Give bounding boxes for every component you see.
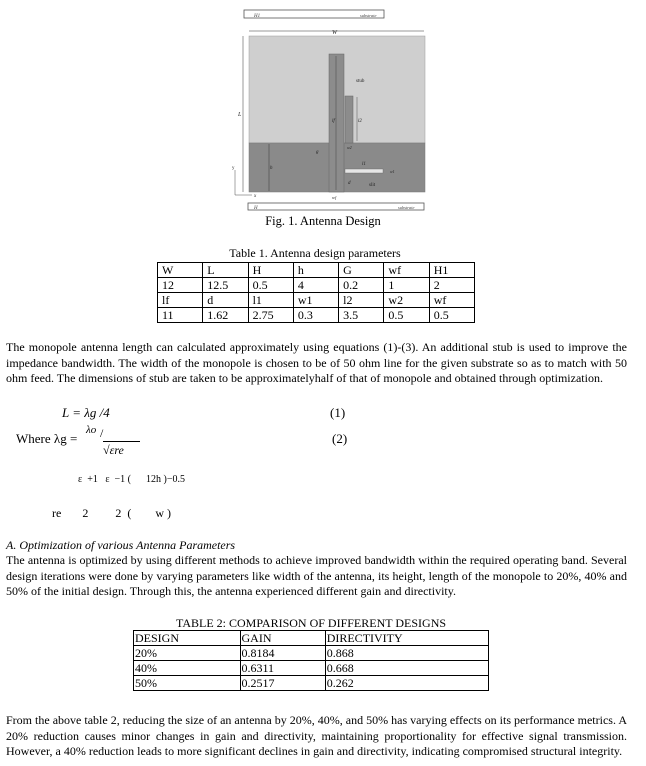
- substrate-label-top: substrate: [360, 13, 377, 18]
- table2-caption: TABLE 2: COMPARISON OF DIFFERENT DESIGNS: [175, 616, 447, 630]
- table-cell: l2: [339, 293, 384, 308]
- fraction-bar: [103, 441, 140, 442]
- table-cell: h: [293, 263, 338, 278]
- h1-label: H1: [254, 14, 261, 19]
- table-header-row: [134, 631, 489, 646]
- table-header-cell: DIRECTIVITY: [325, 631, 488, 646]
- body-paragraph-2: The antenna is optimized by using different methods to achieve improved bandwidth within the required operating band. Several design iterations were done by varying parameters like width of the antenna, its height, length of the monopole to 20%, 40% and 50% of the initial design. Through this, the antenna experienced different gain and directivity.: [6, 553, 627, 598]
- equation-1: L = λg /4: [62, 405, 110, 420]
- table-cell: 0.3: [293, 308, 338, 323]
- antenna-parameters-table: [157, 262, 475, 323]
- table-cell: 0.5: [248, 278, 293, 293]
- equation-2-prefix: Where λg =: [16, 431, 78, 446]
- w2-label: w2: [347, 145, 352, 150]
- antenna-diagram: [232, 4, 430, 214]
- table-row: [158, 293, 475, 308]
- table-header-cell: GAIN: [240, 631, 325, 646]
- table-cell: 2.75: [248, 308, 293, 323]
- table-row: [158, 308, 475, 323]
- table-cell: 1: [384, 278, 429, 293]
- w-label: W: [332, 30, 337, 36]
- section-a-heading: A. Optimization of various Antenna Parameters: [6, 538, 236, 552]
- table-cell: 0.668: [325, 661, 488, 676]
- stub-label: stub: [356, 79, 365, 84]
- w1-label: w1: [390, 169, 395, 174]
- table-cell: 20%: [134, 646, 241, 661]
- equation-2-denominator: √εre: [103, 443, 124, 457]
- equation-1-number: (1): [330, 405, 346, 420]
- table-cell: W: [158, 263, 203, 278]
- table-cell: H: [248, 263, 293, 278]
- equation-2-numerator: λo: [86, 424, 97, 436]
- wf-label: wf: [332, 195, 337, 200]
- antenna-design-figure: [232, 4, 430, 214]
- table1-caption: Table 1. Antenna design parameters: [229, 246, 401, 260]
- table-row: [134, 676, 489, 691]
- l-label: L: [238, 112, 242, 118]
- table-cell: 0.2: [339, 278, 384, 293]
- body-paragraph-3: From the above table 2, reducing the size of an antenna by 20%, 40%, and 50% has varying effects on its performance metrics. A 20% reduction causes minor changes in gain and directivity, maintaining proportionality for effective signal transmission. However, a 40% reduction leads to more significant declines in gain and directivity, indicating compromised structural integrity.: [6, 713, 627, 758]
- table-cell: 12: [158, 278, 203, 293]
- table-cell: 0.6311: [240, 661, 325, 676]
- table-cell: 12.5: [203, 278, 248, 293]
- table-cell: 0.5: [429, 308, 474, 323]
- table-cell: 2: [429, 278, 474, 293]
- equation-3-top-fragment: ε +1 ε −1 ( 12h )−0.5: [78, 474, 185, 485]
- table-cell: d: [203, 293, 248, 308]
- d-label: d: [348, 181, 351, 186]
- equation-2-number: (2): [332, 431, 348, 446]
- lf-label: lf: [332, 119, 335, 124]
- body-paragraph-1: The monopole antenna length can calculated approximately using equations (1)-(3). An additional stub is used to improve the impedance bandwidth. The width of the monopole is chosen to be of 50 ohm line for the given substrate so as to match with 50 ohm feed. The dimensions of stub are taken to be approximatelyhalf of that of monopole and obtained through optimization.: [6, 340, 627, 385]
- table-cell: 0.5: [384, 308, 429, 323]
- table-cell: 4: [293, 278, 338, 293]
- table-cell: l1: [248, 293, 293, 308]
- slit-label: slit: [369, 183, 376, 188]
- table-cell: H1: [429, 263, 474, 278]
- table-cell: lf: [158, 293, 203, 308]
- y-axis-label: y: [232, 166, 235, 171]
- table-cell: L: [203, 263, 248, 278]
- h-label: h: [270, 166, 273, 171]
- g-label: g: [316, 150, 319, 155]
- design-comparison-table: [133, 630, 489, 691]
- equation-3-bottom-fragment: re 2 2 ( w ): [52, 506, 171, 520]
- table-row: [134, 661, 489, 676]
- table-cell: wf: [429, 293, 474, 308]
- table-row: [158, 263, 475, 278]
- table-row: [158, 278, 475, 293]
- table-cell: 0.868: [325, 646, 488, 661]
- table-cell: 1.62: [203, 308, 248, 323]
- l2-label: l2: [358, 119, 362, 124]
- table-cell: 50%: [134, 676, 241, 691]
- table-cell: 0.2517: [240, 676, 325, 691]
- table-cell: w2: [384, 293, 429, 308]
- substrate-label-bottom: substrate: [398, 205, 415, 210]
- table-cell: wf: [384, 263, 429, 278]
- table-cell: 11: [158, 308, 203, 323]
- table-cell: 3.5: [339, 308, 384, 323]
- table-cell: w1: [293, 293, 338, 308]
- x-axis-label: x: [254, 194, 257, 199]
- table-cell: G: [339, 263, 384, 278]
- equation-2-slash: /: [100, 426, 104, 440]
- table-row: [134, 646, 489, 661]
- table-cell: 0.8184: [240, 646, 325, 661]
- table-header-cell: DESIGN: [134, 631, 241, 646]
- table-cell: 0.262: [325, 676, 488, 691]
- figure-caption: Fig. 1. Antenna Design: [265, 214, 381, 228]
- l1-label: l1: [362, 162, 366, 167]
- table-cell: 40%: [134, 661, 241, 676]
- h-thickness-label: H: [254, 206, 258, 211]
